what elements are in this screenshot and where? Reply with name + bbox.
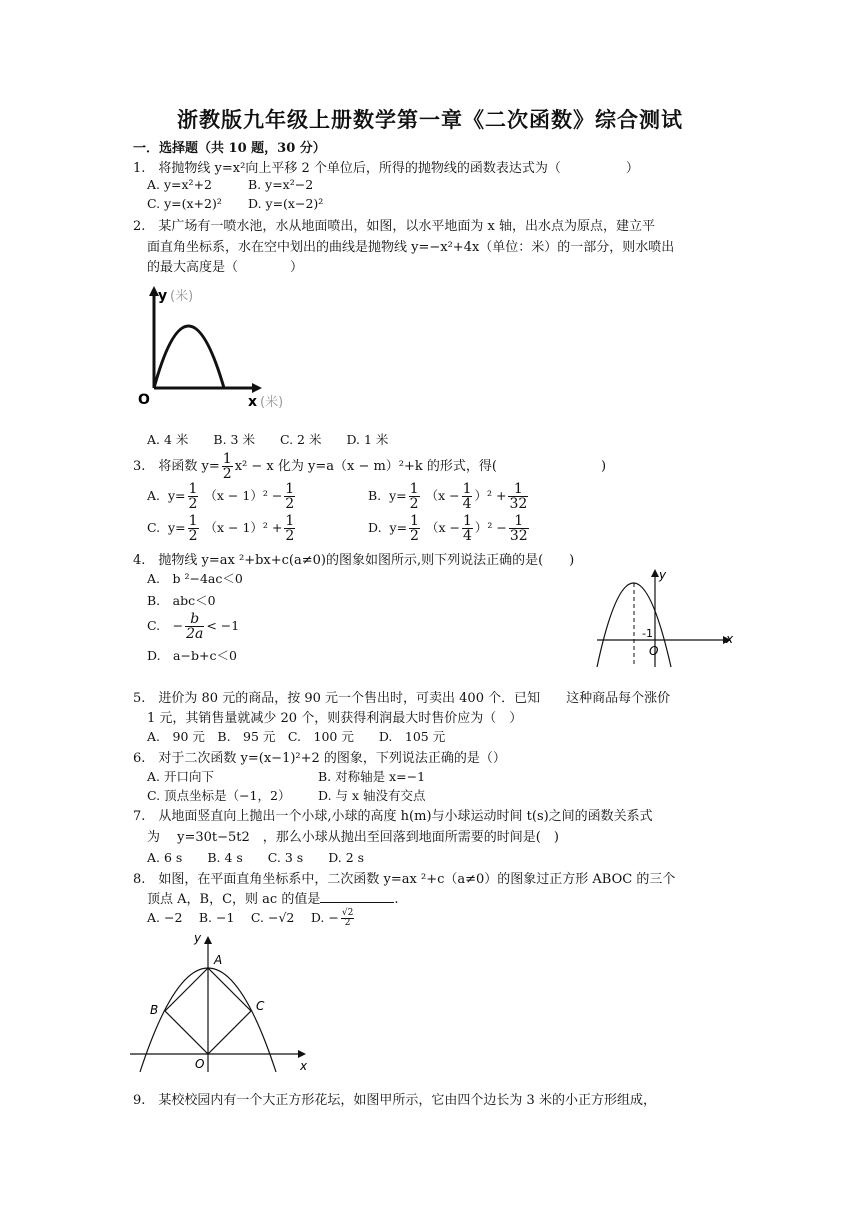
q3-fraction: $\frac{1}{2}$	[222, 451, 232, 482]
answer-blank	[320, 902, 394, 903]
y-axis-label: y	[659, 568, 667, 582]
fountain-parabola-figure	[138, 282, 298, 412]
x-axis-arrow	[298, 1050, 306, 1058]
question-7-line-2: 为 y=30t−5t2 ，那么小球从抛出至回落到地面所需要的时间是( )	[147, 830, 559, 845]
tick-label: -1	[642, 627, 653, 640]
q1-option-d: D. y=(x−2)²	[248, 196, 324, 211]
q6-option-a: A. 开口向下	[147, 769, 214, 784]
question-1-text: 1. 将抛物线 y=x²向上平移 2 个单位后，所得的抛物线的函数表达式为（ ）	[133, 161, 639, 176]
q8-options: A. −2 B. −1 C. −√2 D. − $\frac{√2}{2}$	[147, 908, 354, 928]
question-2-line-3: 的最大高度是（ ）	[147, 260, 304, 275]
question-3-text	[133, 452, 606, 481]
q4-parabola-figure	[593, 563, 738, 673]
y-axis-label: y	[158, 288, 168, 304]
q3-suffix: x² − x 化为 y=a（x − m）²+k 的形式，得( )	[234, 459, 607, 474]
origin-label: O	[649, 644, 659, 658]
x-axis-label: x	[248, 394, 258, 410]
q1-option-b: B. y=x²−2	[248, 177, 314, 192]
q1-option-a: A. y=x²+2	[147, 177, 212, 192]
point-c-label: C	[256, 999, 265, 1013]
q4-option-b: B. abc＜0	[147, 593, 216, 608]
question-2-line-2: 面直角坐标系，水在空中划出的曲线是抛物线 y=−x²+4x（单位：米）的一部分，则水喷出	[147, 240, 675, 255]
x-axis-unit: (米)	[260, 395, 284, 410]
q3-option-b: B. y= $\frac{1}{2}$ （x − $\frac{1}{4}$ ）² + $\frac{1}{32}$	[368, 481, 528, 512]
x-axis-arrow	[252, 383, 262, 393]
origin-label: O	[195, 1057, 205, 1071]
question-8-line-1: 8. 如图，在平面直角坐标系中，二次函数 y=ax ²+c（a≠0）的图象过正方形 ABOC 的三个	[133, 872, 676, 887]
q7-options: A. 6 s B. 4 s C. 3 s D. 2 s	[147, 850, 365, 865]
q2-options: A. 4 米 B. 3 米 C. 2 米 D. 1 米	[147, 432, 389, 447]
water-curve	[154, 326, 224, 388]
q1-option-c: C. y=(x+2)²	[147, 196, 222, 211]
q4-option-a: A. b ²−4ac＜0	[147, 571, 243, 586]
question-5-line-1: 5. 进价为 80 元的商品，按 90 元一个售出时，可卖出 400 个．已知 这种商品每个涨价	[133, 691, 671, 706]
point-a-label: A	[214, 953, 223, 967]
q6-option-d: D. 与 x 轴没有交点	[318, 788, 426, 803]
section-heading: 一．选择题（共 10 题，30 分）	[133, 141, 326, 156]
q3-option-a: A. y= $\frac{1}{2}$ （x − 1）² − $\frac{1}{2}$	[147, 481, 295, 512]
q4-option-d: D. a−b+c＜0	[147, 648, 237, 663]
origin-label: O	[138, 392, 150, 408]
question-6-text: 6. 对于二次函数 y=(x−1)²+2 的图象，下列说法正确的是（）	[133, 751, 506, 766]
q3-prefix: 3. 将函数 y=	[133, 459, 220, 474]
question-7-line-1: 7. 从地面竖直向上抛出一个小球,小球的高度 h(m)与小球运动时间 t(s)之间的函数关系式	[133, 809, 653, 824]
y-axis-arrow	[651, 569, 659, 577]
q8-square-parabola-figure	[128, 926, 313, 1074]
question-5-line-2: 1 元，其销售量就减少 20 个，则获得利润最大时售价应为（ ）	[147, 711, 523, 726]
question-9-text: 9. 某校校园内有一个大正方形花坛，如图甲所示，它由四个边长为 3 米的小正方形组成，	[133, 1093, 656, 1108]
question-2-line-1: 2. 某广场有一喷水池，水从地面喷出，如图，以水平地面为 x 轴，出水点为原点，建立平	[133, 219, 656, 234]
q3-option-c: C. y= $\frac{1}{2}$ （x − 1）² + $\frac{1}{2}$	[147, 513, 295, 544]
x-axis-label: x	[726, 632, 734, 646]
question-4-text: 4. 抛物线 y=ax ²+bx+c(a≠0)的图象如图所示,则下列说法正确的是( )	[133, 553, 575, 568]
x-axis-label: x	[300, 1059, 308, 1073]
point-b-label: B	[150, 1003, 159, 1017]
y-axis-label: y	[194, 931, 202, 945]
q5-options: A. 90 元 B. 95 元 C. 100 元 D. 105 元	[147, 729, 446, 744]
question-8-line-2: 顶点 A，B，C，则 ac 的值是 .	[147, 892, 399, 907]
q6-option-c: C. 顶点坐标是（−1，2）	[147, 788, 291, 803]
y-axis-unit: (米)	[170, 289, 194, 304]
q4-option-c: C. − $\frac{b}{2a}$ < −1	[147, 611, 240, 642]
q6-option-b: B. 对称轴是 x=−1	[318, 769, 426, 784]
q3-option-d: D. y= $\frac{1}{2}$ （x − $\frac{1}{4}$ ）² − $\frac{1}{32}$	[368, 513, 528, 544]
page-title: 浙教版九年级上册数学第一章《二次函数》综合测试	[177, 107, 683, 132]
y-axis-arrow	[204, 936, 212, 944]
